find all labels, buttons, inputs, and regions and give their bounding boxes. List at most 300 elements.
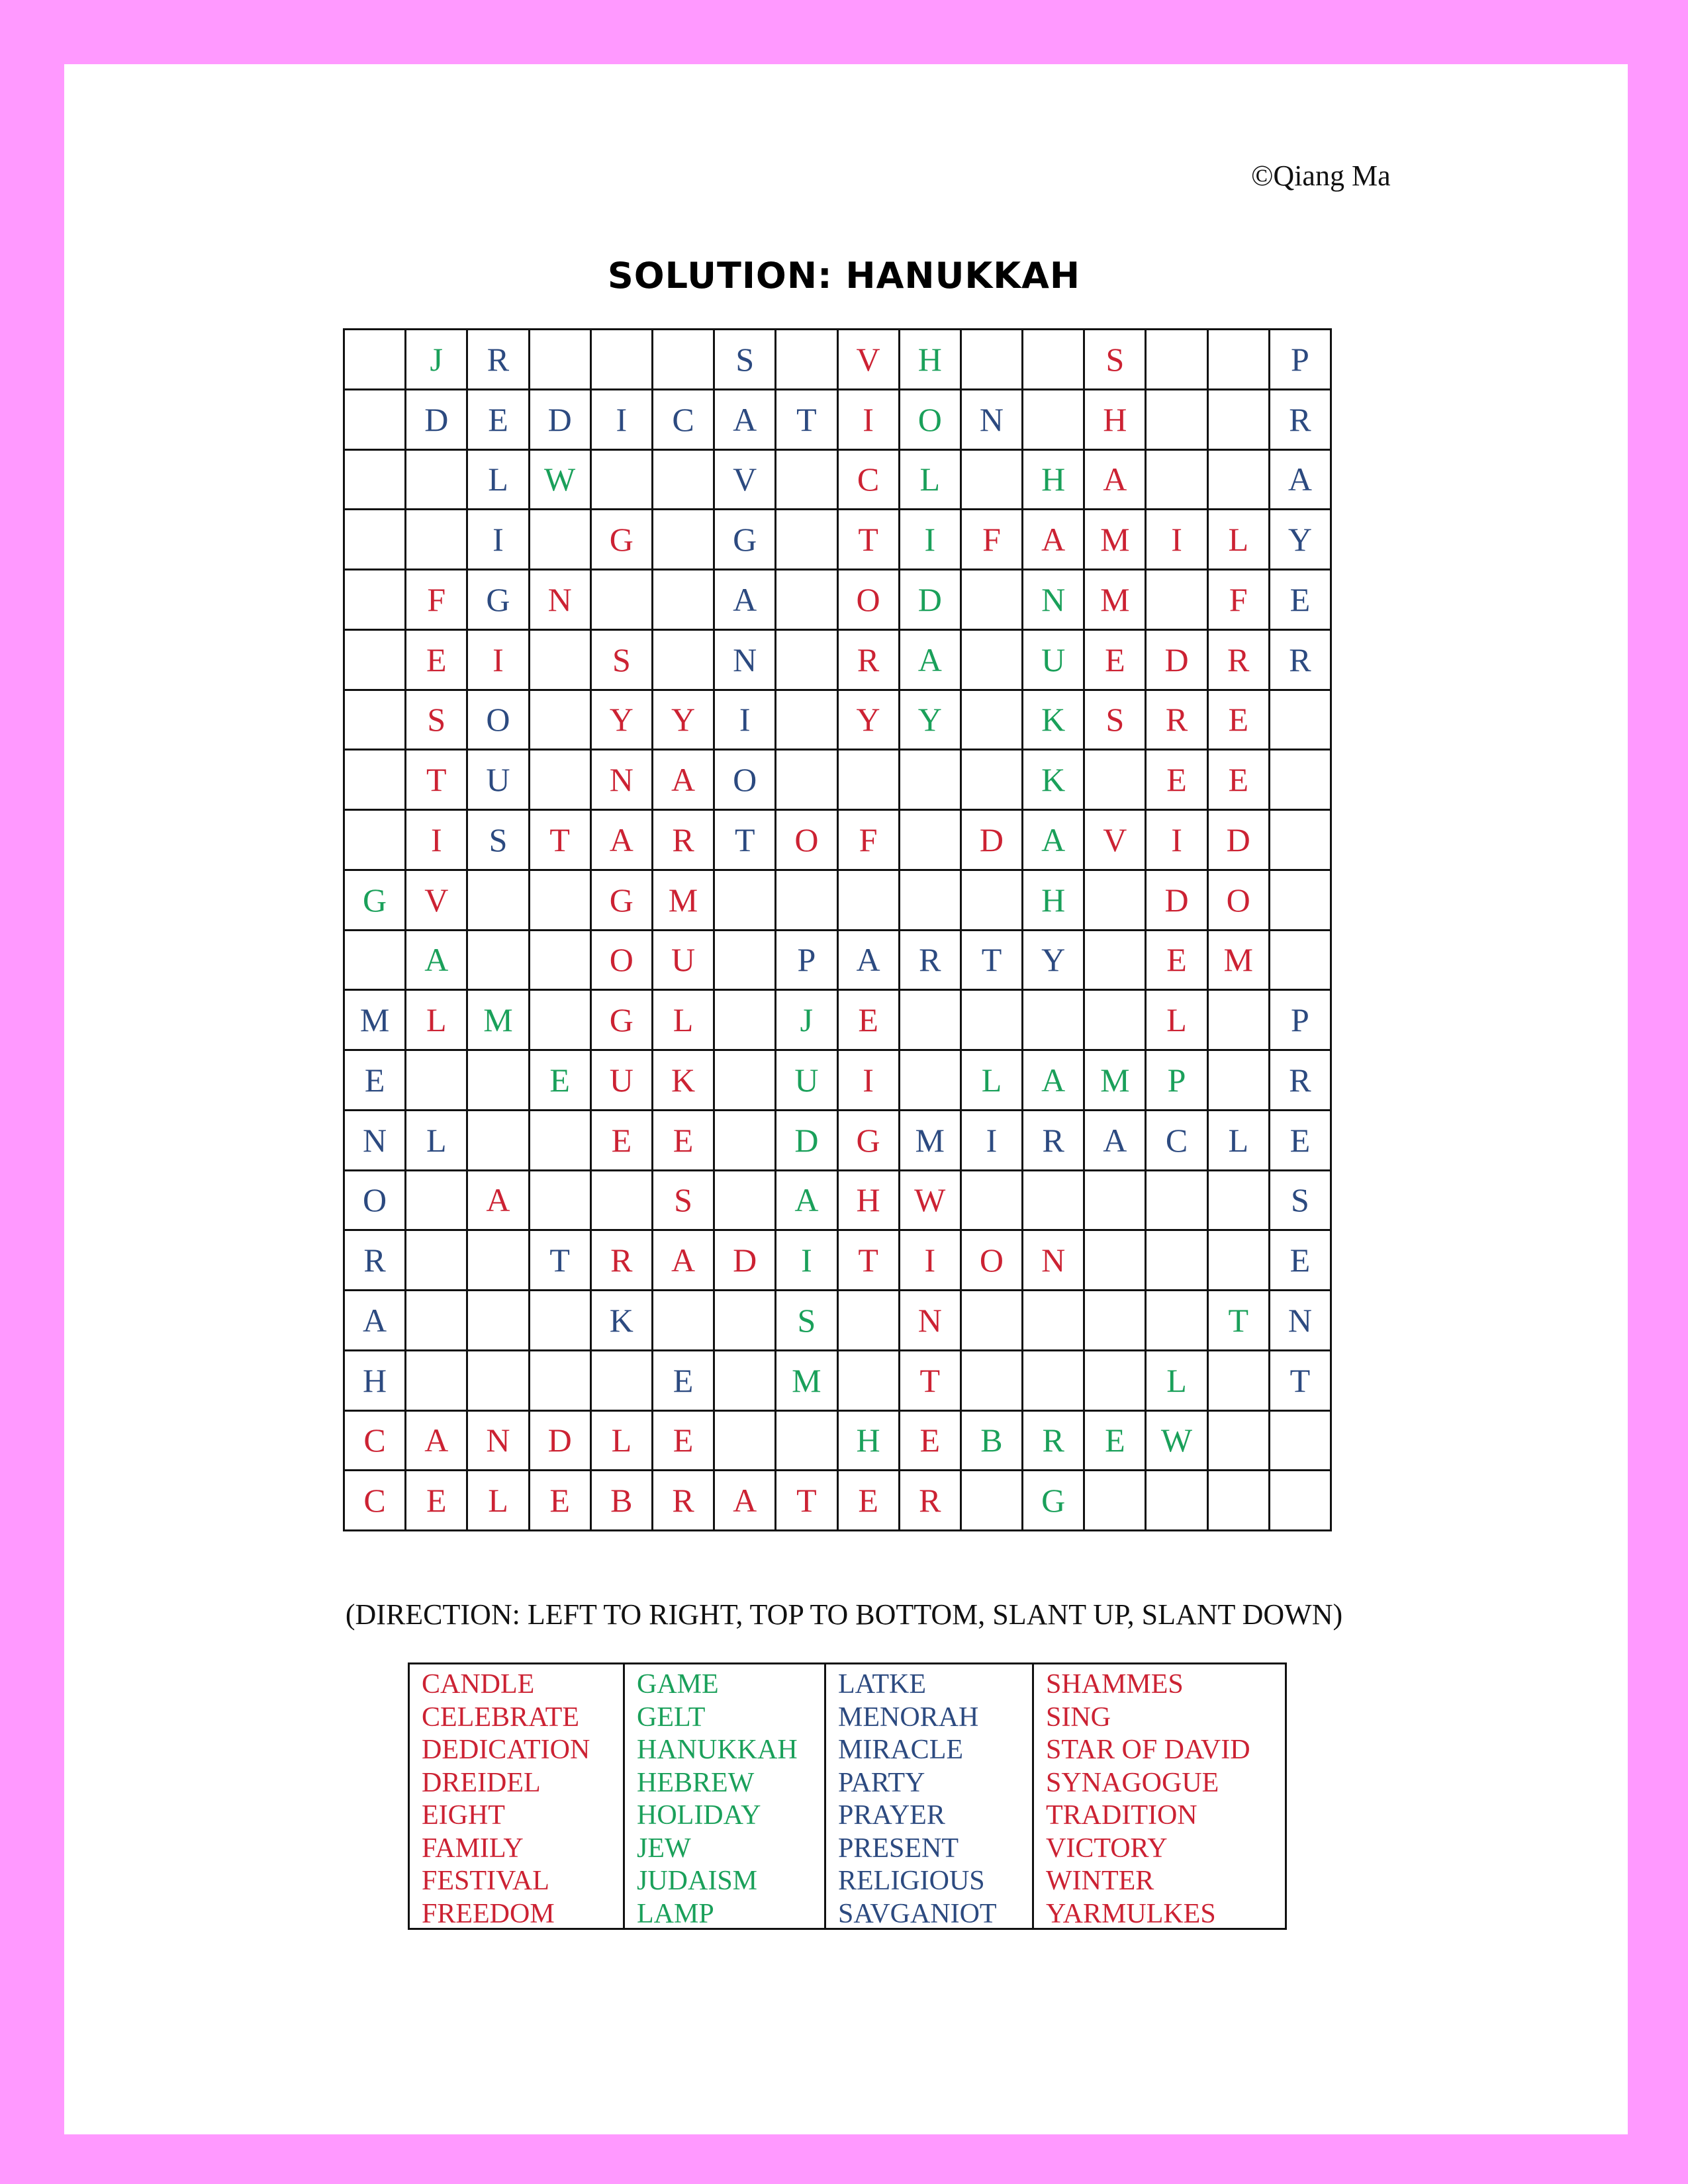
grid-cell: H <box>839 1412 900 1472</box>
grid-cell <box>1270 751 1332 811</box>
word-list-column <box>625 1664 826 1928</box>
grid-cell: G <box>592 510 653 570</box>
grid-cell: T <box>1270 1351 1332 1412</box>
grid-cell <box>1085 1171 1147 1232</box>
grid-cell <box>1147 1171 1208 1232</box>
grid-cell: E <box>1209 691 1270 751</box>
grid-cell: I <box>715 691 776 751</box>
word-list-item: HEBREW <box>637 1767 755 1798</box>
grid-cell: L <box>468 451 530 511</box>
grid-cell <box>1085 1471 1147 1531</box>
grid-cell: E <box>900 1412 962 1472</box>
word-list-item: FAMILY <box>422 1833 524 1864</box>
grid-cell: R <box>1270 390 1332 451</box>
grid-cell: W <box>900 1171 962 1232</box>
grid-cell: O <box>900 390 962 451</box>
grid-cell: R <box>653 811 715 871</box>
grid-cell: E <box>653 1412 715 1472</box>
grid-cell <box>776 330 838 390</box>
grid-cell: S <box>653 1171 715 1232</box>
word-list-item: EIGHT <box>422 1800 505 1831</box>
grid-cell <box>592 570 653 631</box>
grid-cell: I <box>900 1231 962 1291</box>
grid-cell: N <box>345 1111 406 1171</box>
grid-cell: P <box>776 931 838 991</box>
word-list-item: STAR OF DAVID <box>1046 1735 1250 1765</box>
grid-cell <box>345 510 406 570</box>
grid-cell: Y <box>839 691 900 751</box>
grid-cell: C <box>839 451 900 511</box>
word-list-item: LAMP <box>637 1898 714 1929</box>
grid-cell <box>962 1471 1023 1531</box>
grid-cell: N <box>530 570 592 631</box>
grid-cell <box>1270 691 1332 751</box>
grid-cell: V <box>715 451 776 511</box>
grid-cell: E <box>1270 570 1332 631</box>
grid-cell <box>345 751 406 811</box>
grid-cell <box>900 1051 962 1111</box>
grid-cell: F <box>406 570 468 631</box>
grid-cell: C <box>345 1471 406 1531</box>
grid-cell <box>1023 1351 1085 1412</box>
grid-cell <box>1209 451 1270 511</box>
grid-cell: G <box>468 570 530 631</box>
grid-cell <box>530 751 592 811</box>
grid-cell: L <box>592 1412 653 1472</box>
grid-cell: E <box>1147 931 1208 991</box>
grid-cell: D <box>1147 631 1208 691</box>
grid-cell <box>962 691 1023 751</box>
grid-cell: D <box>776 1111 838 1171</box>
word-list-item: HANUKKAH <box>637 1735 798 1765</box>
grid-cell <box>1209 1231 1270 1291</box>
grid-cell <box>776 451 838 511</box>
grid-cell <box>653 1291 715 1351</box>
grid-cell <box>1209 1351 1270 1412</box>
word-list-column <box>826 1664 1034 1928</box>
grid-cell <box>653 330 715 390</box>
grid-cell <box>962 1171 1023 1232</box>
grid-cell: R <box>468 330 530 390</box>
grid-cell: A <box>1085 451 1147 511</box>
grid-cell: H <box>1023 871 1085 931</box>
grid-cell: K <box>592 1291 653 1351</box>
grid-cell <box>1147 451 1208 511</box>
grid-cell: F <box>1209 570 1270 631</box>
grid-cell: L <box>406 1111 468 1171</box>
grid-cell <box>715 1291 776 1351</box>
grid-cell <box>715 1171 776 1232</box>
grid-cell: T <box>900 1351 962 1412</box>
grid-cell <box>1147 1231 1208 1291</box>
grid-cell: F <box>962 510 1023 570</box>
grid-cell <box>530 631 592 691</box>
grid-cell <box>1209 390 1270 451</box>
grid-cell: J <box>406 330 468 390</box>
grid-cell <box>345 931 406 991</box>
page-title: SOLUTION: HANUKKAH <box>607 255 1081 296</box>
grid-cell: I <box>1147 811 1208 871</box>
grid-cell <box>1270 931 1332 991</box>
grid-cell <box>776 871 838 931</box>
grid-cell: C <box>653 390 715 451</box>
grid-cell: A <box>839 931 900 991</box>
grid-cell: N <box>592 751 653 811</box>
grid-cell: N <box>1023 570 1085 631</box>
word-list-item: CELEBRATE <box>422 1702 579 1733</box>
grid-cell <box>962 631 1023 691</box>
grid-cell: R <box>1270 631 1332 691</box>
grid-cell: G <box>715 510 776 570</box>
grid-cell <box>776 751 838 811</box>
grid-cell: U <box>1023 631 1085 691</box>
grid-cell: K <box>1023 751 1085 811</box>
word-list-item: HOLIDAY <box>637 1800 761 1831</box>
grid-cell: D <box>715 1231 776 1291</box>
grid-cell <box>468 1291 530 1351</box>
grid-cell: P <box>1147 1051 1208 1111</box>
grid-cell: A <box>1023 510 1085 570</box>
grid-cell: V <box>1085 811 1147 871</box>
grid-cell <box>776 510 838 570</box>
grid-cell: O <box>468 691 530 751</box>
grid-cell <box>406 451 468 511</box>
grid-cell: M <box>345 991 406 1051</box>
word-list-item: RELIGIOUS <box>838 1866 985 1896</box>
grid-cell <box>345 811 406 871</box>
grid-cell: Y <box>900 691 962 751</box>
grid-cell: L <box>468 1471 530 1531</box>
grid-cell: L <box>900 451 962 511</box>
grid-cell: L <box>1209 1111 1270 1171</box>
grid-cell <box>592 330 653 390</box>
grid-cell <box>1209 1412 1270 1472</box>
grid-cell: E <box>653 1351 715 1412</box>
grid-cell <box>1085 1231 1147 1291</box>
grid-cell: S <box>715 330 776 390</box>
grid-cell: O <box>592 931 653 991</box>
grid-cell: A <box>1270 451 1332 511</box>
grid-cell: E <box>406 631 468 691</box>
grid-cell <box>345 330 406 390</box>
grid-cell: I <box>468 510 530 570</box>
grid-cell: R <box>1209 631 1270 691</box>
grid-cell: L <box>962 1051 1023 1111</box>
grid-cell <box>715 1412 776 1472</box>
grid-cell <box>900 811 962 871</box>
grid-cell <box>406 1051 468 1111</box>
grid-cell: H <box>839 1171 900 1232</box>
grid-cell <box>839 751 900 811</box>
grid-cell: E <box>653 1111 715 1171</box>
word-list-item: LATKE <box>838 1669 926 1700</box>
grid-cell: A <box>1023 811 1085 871</box>
grid-cell: I <box>776 1231 838 1291</box>
grid-cell: T <box>1209 1291 1270 1351</box>
grid-cell <box>776 1412 838 1472</box>
grid-cell: F <box>839 811 900 871</box>
grid-cell: E <box>1209 751 1270 811</box>
grid-cell: W <box>1147 1412 1208 1472</box>
grid-cell: E <box>839 991 900 1051</box>
word-list-item: SYNAGOGUE <box>1046 1767 1219 1798</box>
grid-cell <box>406 510 468 570</box>
grid-cell: M <box>1209 931 1270 991</box>
grid-cell: D <box>406 390 468 451</box>
grid-cell: R <box>900 1471 962 1531</box>
grid-cell: J <box>776 991 838 1051</box>
grid-cell <box>468 1051 530 1111</box>
grid-cell <box>776 631 838 691</box>
grid-cell <box>653 451 715 511</box>
grid-cell: E <box>530 1471 592 1531</box>
grid-cell <box>1023 1171 1085 1232</box>
grid-cell <box>1085 751 1147 811</box>
grid-cell: E <box>468 390 530 451</box>
word-list-item: TRADITION <box>1046 1800 1197 1831</box>
grid-cell: T <box>530 811 592 871</box>
word-list-item: MENORAH <box>838 1702 979 1733</box>
grid-cell: M <box>468 991 530 1051</box>
grid-cell <box>406 1231 468 1291</box>
grid-cell <box>406 1351 468 1412</box>
grid-cell <box>776 570 838 631</box>
word-list-item: SHAMMES <box>1046 1669 1184 1700</box>
grid-cell: E <box>345 1051 406 1111</box>
grid-cell: G <box>592 991 653 1051</box>
grid-cell <box>715 991 776 1051</box>
grid-cell: Y <box>1023 931 1085 991</box>
grid-cell <box>1023 390 1085 451</box>
grid-cell <box>900 991 962 1051</box>
grid-cell: U <box>653 931 715 991</box>
grid-cell: R <box>1270 1051 1332 1111</box>
grid-cell: O <box>839 570 900 631</box>
grid-cell <box>530 1111 592 1171</box>
grid-cell: S <box>1270 1171 1332 1232</box>
grid-cell <box>1270 871 1332 931</box>
word-list-item: SING <box>1046 1702 1111 1733</box>
grid-cell <box>1147 570 1208 631</box>
grid-cell <box>1147 1291 1208 1351</box>
grid-cell <box>530 871 592 931</box>
grid-cell: I <box>1147 510 1208 570</box>
grid-cell <box>1209 1171 1270 1232</box>
grid-cell: E <box>592 1111 653 1171</box>
word-list-item: JEW <box>637 1833 691 1864</box>
grid-cell <box>962 451 1023 511</box>
grid-cell <box>653 631 715 691</box>
grid-cell <box>1023 330 1085 390</box>
grid-cell: O <box>345 1171 406 1232</box>
grid-cell: A <box>345 1291 406 1351</box>
grid-cell: R <box>900 931 962 991</box>
grid-cell <box>530 931 592 991</box>
word-list-item: JUDAISM <box>637 1866 758 1896</box>
grid-cell: E <box>1147 751 1208 811</box>
grid-cell: S <box>406 691 468 751</box>
grid-cell: A <box>715 570 776 631</box>
grid-cell: T <box>406 751 468 811</box>
direction-note: (DIRECTION: LEFT TO RIGHT, TOP TO BOTTOM, SLANT UP, SLANT DOWN) <box>345 1598 1343 1631</box>
grid-cell: N <box>900 1291 962 1351</box>
grid-cell: T <box>839 1231 900 1291</box>
grid-cell: V <box>406 871 468 931</box>
grid-cell: T <box>839 510 900 570</box>
grid-cell <box>1209 1051 1270 1111</box>
grid-cell <box>592 1171 653 1232</box>
grid-cell <box>1085 871 1147 931</box>
grid-cell: E <box>1270 1231 1332 1291</box>
grid-cell <box>530 691 592 751</box>
grid-cell: V <box>839 330 900 390</box>
grid-cell: S <box>1085 330 1147 390</box>
grid-cell: A <box>406 931 468 991</box>
grid-cell: M <box>1085 570 1147 631</box>
grid-cell: S <box>776 1291 838 1351</box>
grid-cell <box>468 1231 530 1291</box>
grid-cell: T <box>776 390 838 451</box>
grid-cell: T <box>715 811 776 871</box>
grid-cell <box>345 691 406 751</box>
word-list-item: PRAYER <box>838 1800 945 1831</box>
grid-cell: D <box>1147 871 1208 931</box>
grid-cell <box>1085 1351 1147 1412</box>
grid-cell: A <box>468 1171 530 1232</box>
grid-cell: L <box>1147 1351 1208 1412</box>
grid-cell: R <box>1023 1412 1085 1472</box>
grid-cell: B <box>592 1471 653 1531</box>
grid-cell: D <box>962 811 1023 871</box>
grid-cell <box>1085 991 1147 1051</box>
grid-cell: N <box>1023 1231 1085 1291</box>
word-list-item: MIRACLE <box>838 1735 963 1765</box>
grid-cell <box>345 390 406 451</box>
grid-cell <box>962 1291 1023 1351</box>
grid-cell <box>592 451 653 511</box>
grid-cell: B <box>962 1412 1023 1472</box>
grid-cell: S <box>592 631 653 691</box>
word-list-column <box>1034 1664 1285 1928</box>
grid-cell: G <box>839 1111 900 1171</box>
grid-cell <box>962 570 1023 631</box>
grid-cell: D <box>530 390 592 451</box>
grid-cell <box>776 691 838 751</box>
grid-cell <box>715 1351 776 1412</box>
grid-cell <box>1147 330 1208 390</box>
grid-cell <box>962 871 1023 931</box>
grid-cell: A <box>1085 1111 1147 1171</box>
grid-cell <box>1023 991 1085 1051</box>
grid-cell: K <box>1023 691 1085 751</box>
grid-cell: I <box>900 510 962 570</box>
grid-cell <box>715 1051 776 1111</box>
grid-cell: I <box>962 1111 1023 1171</box>
grid-cell: N <box>468 1412 530 1472</box>
grid-cell: O <box>962 1231 1023 1291</box>
grid-cell: P <box>1270 330 1332 390</box>
grid-cell <box>468 1351 530 1412</box>
grid-cell: U <box>592 1051 653 1111</box>
grid-cell: S <box>468 811 530 871</box>
grid-cell <box>345 631 406 691</box>
grid-cell <box>839 1291 900 1351</box>
grid-cell <box>1209 330 1270 390</box>
grid-cell: G <box>1023 1471 1085 1531</box>
grid-cell <box>468 931 530 991</box>
grid-cell: R <box>345 1231 406 1291</box>
grid-cell <box>715 931 776 991</box>
grid-cell: L <box>653 991 715 1051</box>
grid-cell <box>345 570 406 631</box>
word-list-item: PRESENT <box>838 1833 959 1864</box>
grid-cell <box>468 871 530 931</box>
copyright-notice: ©Qiang Ma <box>1251 159 1391 192</box>
grid-cell: E <box>839 1471 900 1531</box>
word-list-item: GELT <box>637 1702 706 1733</box>
grid-cell: M <box>900 1111 962 1171</box>
grid-cell: O <box>715 751 776 811</box>
grid-cell: U <box>776 1051 838 1111</box>
grid-cell: I <box>592 390 653 451</box>
grid-cell <box>962 330 1023 390</box>
grid-cell: I <box>839 1051 900 1111</box>
grid-cell <box>1023 1291 1085 1351</box>
grid-cell <box>1147 390 1208 451</box>
grid-cell <box>962 751 1023 811</box>
grid-cell: A <box>653 751 715 811</box>
grid-cell: U <box>468 751 530 811</box>
word-search-grid <box>343 328 1332 1531</box>
grid-cell: T <box>776 1471 838 1531</box>
word-list-item: DREIDEL <box>422 1767 541 1798</box>
grid-cell: A <box>715 1471 776 1531</box>
grid-cell: A <box>900 631 962 691</box>
grid-cell: O <box>1209 871 1270 931</box>
grid-cell: W <box>530 451 592 511</box>
grid-cell <box>406 1171 468 1232</box>
grid-cell: Y <box>592 691 653 751</box>
word-list-item: FREEDOM <box>422 1898 555 1929</box>
grid-cell: A <box>592 811 653 871</box>
grid-cell <box>1147 1471 1208 1531</box>
grid-cell: C <box>345 1412 406 1472</box>
grid-cell: H <box>900 330 962 390</box>
grid-cell: G <box>345 871 406 931</box>
grid-cell: M <box>1085 510 1147 570</box>
grid-cell: A <box>1023 1051 1085 1111</box>
grid-cell: C <box>1147 1111 1208 1171</box>
grid-cell <box>530 330 592 390</box>
grid-cell: P <box>1270 991 1332 1051</box>
grid-cell: E <box>406 1471 468 1531</box>
grid-cell <box>530 510 592 570</box>
grid-cell <box>900 751 962 811</box>
grid-cell <box>653 570 715 631</box>
grid-cell: D <box>1209 811 1270 871</box>
grid-cell: A <box>715 390 776 451</box>
word-list-item: FESTIVAL <box>422 1866 549 1896</box>
grid-cell <box>1085 1291 1147 1351</box>
grid-cell: S <box>1085 691 1147 751</box>
grid-cell: L <box>1147 991 1208 1051</box>
grid-cell: G <box>592 871 653 931</box>
grid-cell: E <box>1085 1412 1147 1472</box>
grid-cell <box>592 1351 653 1412</box>
grid-cell: D <box>530 1412 592 1472</box>
grid-cell: D <box>900 570 962 631</box>
grid-cell: R <box>839 631 900 691</box>
